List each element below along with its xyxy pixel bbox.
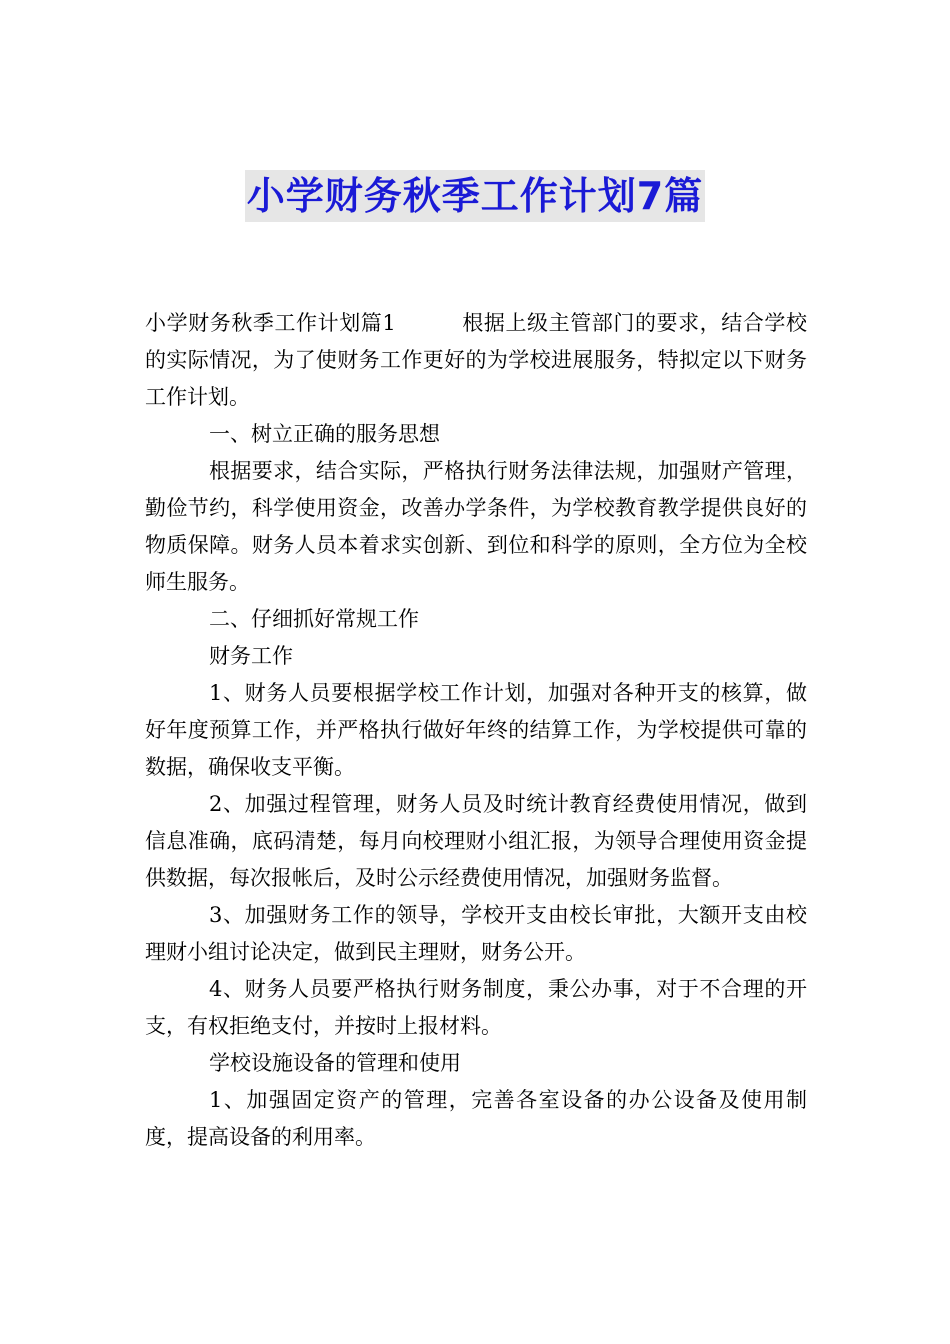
intro-text: 根据上级主管部门的要求，结合学校的实际情况，为了使财务工作更好的为学校进展服务，特拟定以下财务工作计划。 xyxy=(145,311,807,409)
intro-paragraph xyxy=(145,305,807,416)
paragraph-service: 根据要求，结合实际，严格执行财务法律法规，加强财产管理，勤俭节约，科学使用资金，改善办学条件，为学校教育教学提供良好的物质保障。财务人员本着求实创新、到位和科学的原则，全方位为全校师生服务。 xyxy=(145,459,807,594)
paragraph-item-1: 1、财务人员要根据学校工作计划，加强对各种开支的核算，做好年度预算工作，并严格执行做好年终的结算工作，为学校提供可靠的数据，确保收支平衡。 xyxy=(145,681,807,779)
paragraph-facilities-1: 1、加强固定资产的管理，完善各室设备的办公设备及使用制度，提高设备的利用率。 xyxy=(145,1088,807,1149)
section-heading-2: 二、仔细抓好常规工作 xyxy=(209,607,419,631)
title-container xyxy=(0,170,950,222)
subheading-facilities: 学校设施设备的管理和使用 xyxy=(209,1051,461,1075)
document-body xyxy=(145,305,807,1156)
intro-heading: 小学财务秋季工作计划篇1 xyxy=(145,311,396,335)
paragraph-item-4: 4、财务人员要严格执行财务制度，秉公办事，对于不合理的开支，有权拒绝支付，并按时上报材料。 xyxy=(145,977,807,1038)
section-heading-1: 一、树立正确的服务思想 xyxy=(209,422,440,446)
paragraph-item-2: 2、加强过程管理，财务人员及时统计教育经费使用情况，做到信息准确，底码清楚，每月向校理财小组汇报，为领导合理使用资金提供数据，每次报帐后，及时公示经费使用情况，加强财务监督。 xyxy=(145,792,807,890)
document-title: 小学财务秋季工作计划7篇 xyxy=(245,170,705,222)
subheading-finance: 财务工作 xyxy=(209,644,293,668)
paragraph-item-3: 3、加强财务工作的领导，学校开支由校长审批，大额开支由校理财小组讨论决定，做到民主理财，财务公开。 xyxy=(145,903,807,964)
